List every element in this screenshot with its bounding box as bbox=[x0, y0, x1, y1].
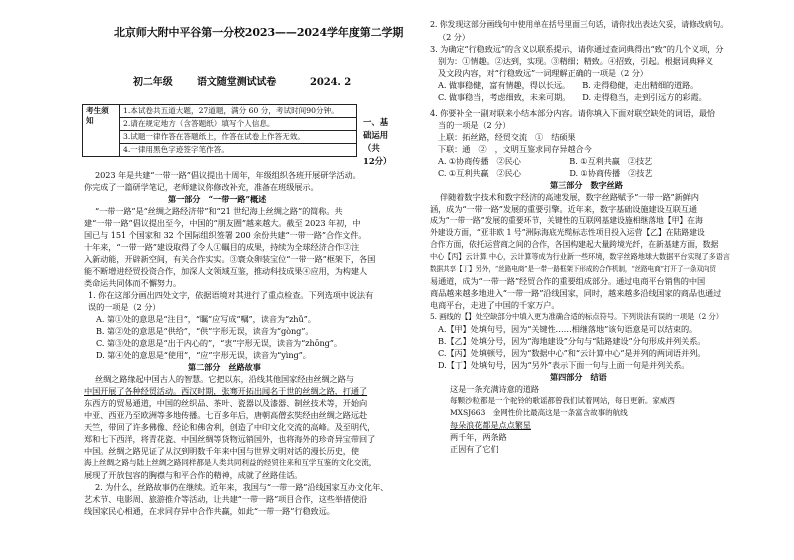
paragraph-line: 涵，成为“一带一路”发展的重要引擎。近年来，数字基础设施建设互联互通 bbox=[430, 204, 697, 214]
test-date: 2024. 2 bbox=[310, 77, 352, 88]
poem-line: 每颗沙粒都是一个驼铃的歌谣都曾我们试着网站，每日更新。家威西 bbox=[450, 396, 675, 405]
paragraph-line: 易通道，成为“一带一路”经贸合作的重要组成部分。通过电商平台销售的中国 bbox=[430, 276, 706, 286]
paragraph-line: 2. 为什么，丝路故事仍在继续。近年来，我国与“一带一路”沿线国家互办文化年、 bbox=[95, 482, 389, 492]
right-column bbox=[430, 0, 794, 560]
question-3: 3. 为确定“行稳致远”的含义以联系提示，请你通过查词典得出“致”的几个义项，分 bbox=[430, 44, 724, 54]
paragraph-line: 中心【丙】云计算 中心，云计算等成为行业新一些环境，数字丝路地球大数据平台实现了多语言 bbox=[430, 252, 730, 261]
paragraph-line: 东西方的贸易通道，中国的丝织品、茶叶、瓷器以及漆器、制丝技术等，开始向 bbox=[84, 398, 368, 408]
couplet-upper: 上联：拓丝路，经贸交流 ① 结硕果 bbox=[438, 132, 576, 142]
exam-notice-table bbox=[82, 104, 357, 157]
part-heading: 第一部分 “一带一路”概述 bbox=[168, 194, 267, 204]
paragraph-line: 海上丝绸之路与陆上丝绸之路同样都是人类共同利益的经贸往来和互学互鉴的文化交流， bbox=[84, 458, 377, 467]
poem-line: MXSJ663 金网性价比最高这是一条富含故事的航线 bbox=[450, 408, 628, 417]
option-d: D. 第④处的意思是“使用”，“应”字形无误，读音为“yìng”。 bbox=[96, 350, 311, 360]
paragraph-line: 天竺，带回了许多佛像、经论和佛舍利，创造了中印文化交流的高峰。及至明代， bbox=[84, 422, 376, 432]
paragraph-line: 伴随着数字技术和数字经济的高速发展，数字丝路赋予“一带一路”新鲜内 bbox=[440, 192, 699, 202]
poem-line: 这是一条充满诗意的道路 bbox=[450, 384, 539, 394]
question-2: 2. 你发现这部分画线句中使用单在括号里面三句话，请你找出表达欠妥，请修改病句。 bbox=[430, 20, 728, 29]
paragraph-line: 建“一带一路”倡议提出至今，中国的“朋友圈”越来越大。截至 2023 年初，中 bbox=[84, 218, 361, 228]
notice-item: 1.本试卷共五道大题，27道题，满分 60 分，考试时间90分钟。 bbox=[120, 105, 357, 118]
poem-line: 每朵浪花都是点点繁星 bbox=[450, 420, 531, 430]
question-4: 4. 你要补全一副对联来小结本部分内容。请你填入下面对联空缺处的词语，最恰 bbox=[430, 108, 716, 118]
paragraph-line: 郑和七下西洋，将青花瓷、中国丝绸等货物远销国外，也将海外的珍奇异宝带回了 bbox=[84, 434, 376, 444]
option-a: A. 第①处的意思是“注目”，“瞩”应写成“嘱”，读音为“zhǔ”。 bbox=[96, 314, 316, 324]
poem-line: 正因有了它们 bbox=[450, 444, 499, 454]
exam-title: 北京师大附中平谷第一分校2023——2024学年度第二学期 bbox=[114, 26, 404, 39]
question-line: （2 分） bbox=[438, 32, 470, 42]
paragraph-line: 成为“一带一路”发展的重要环节，关键性的互联网基建设施相继落地【甲】在海 bbox=[430, 216, 703, 225]
notice-item: 4.一律用黑色字迹签字笔作答。 bbox=[120, 144, 357, 157]
couplet-lower: 下联：通 ② ，文明互鉴求同存异越合今 bbox=[438, 144, 592, 154]
notice-item: 2.请在规定地方（含答题纸）填写个人信息。 bbox=[120, 118, 357, 131]
option-c: C.【丙】处填顿号，因为“数据中心”和“云计算中心”是并列的两词语并列。 bbox=[438, 348, 706, 358]
question-line: 别为：①情趣。②达到，实现。③精细；精致。④招致，引起。根据词典释义 bbox=[438, 56, 713, 66]
option-b: B.【乙】处填分号，因为“海地建设”分句与“陆路建设”分句形成并列关系。 bbox=[438, 336, 706, 346]
option-row: A. ①协商传播 ②民心 B. ①互利共赢 ②技艺 bbox=[438, 156, 653, 166]
option-row: C. 做事稳当，考虑细致，未来可期。 D. 走得稳当，走到引远方的彩霞。 bbox=[438, 92, 707, 102]
question-line: 及文段内容，对“行稳致远”一词理解正确的一项是（2 分） bbox=[438, 68, 648, 78]
underlined-line: 中国开展了各种经贸活动。西汉时期，张骞开拓出闻名于世的丝绸之路，打通了 bbox=[84, 386, 368, 396]
paragraph-line: 合作方面，依托运营商之间的合作，各国构建起大量跨境光纤，在新基建方面，数据 bbox=[430, 240, 719, 249]
option-row: C. ①互利共赢 ②民心 D. ①协商传播 ②技艺 bbox=[438, 168, 653, 178]
paragraph-line: 国已与 151 个国家和 32 个国际组织签署 200 余份共建“一带一路”合作文件。 bbox=[84, 230, 367, 240]
section-1-label: 一、基础运用（共12分） bbox=[363, 117, 392, 166]
question-line: 当的一项是（2 分） bbox=[438, 120, 511, 130]
paragraph-line: 2023 年是共建“一带一路”倡议提出十周年，年级组织各班开展研学活动。 bbox=[95, 170, 361, 180]
paragraph-line: 中亚、西亚乃至欧洲等多地传播。七百多年后，唐朝高僧玄奘经由丝绸之路远赴 bbox=[84, 410, 368, 420]
paragraph-line: 类命运共同体而不懈努力。 bbox=[84, 278, 182, 288]
test-name: 语文随堂测试试卷 bbox=[197, 77, 277, 88]
part-heading: 第二部分 丝路故事 bbox=[188, 362, 261, 372]
part-heading: 第三部分 数字丝路 bbox=[550, 180, 623, 190]
option-a: A.【甲】处填句号，因为“关键性……相继落地”该句语意是可以结束的。 bbox=[438, 324, 698, 334]
paragraph-line: 线国家民心相通，在求同存异中合作共赢，如此“一带一路”行稳致远。 bbox=[84, 506, 335, 516]
option-d: D.【丁】处填句号，因为“另外”表示下面一句与上面一句是并列关系。 bbox=[438, 360, 690, 370]
option-b: B. 第②处的意思是“供给”，“供”字形无误，读音为“gòng”。 bbox=[96, 326, 314, 336]
notice-label: 考生须知 bbox=[83, 105, 120, 157]
poem-line: 两千年，两条路 bbox=[450, 432, 507, 442]
paragraph-line: 入新动能，开辟新空间，有关合作实实。③寰众卵装宝位“一带一路”框架下，各国 bbox=[84, 254, 376, 264]
paragraph-line: 丝绸之路缘起中国古人的智慧。它把以东，沿线其他国家经由丝绸之路与 bbox=[95, 374, 354, 384]
option-c: C. 第③处的意思是“出于内心的”，“衷”字形无误，读音为“zhōng”。 bbox=[96, 338, 342, 348]
paragraph-line: 商品越来越多地进入“一带一路”沿线国家，同时，越来越多沿线国家的商品也通过 bbox=[430, 288, 722, 298]
paragraph-line: 展现了开放包容的胸襟与和平合作的精神，成就了丝路佳话。 bbox=[84, 470, 303, 480]
paragraph-line: 电商平台，走进了中国的千家万户。 bbox=[430, 300, 560, 310]
option-row: A. 做事稳健，富有情趣，得以长远。 B. 走得稳健，走出精细的道路。 bbox=[438, 80, 699, 90]
question-1: 1. 你在这部分画出四处文字，依据语境对其进行了重点检查。下列选项中说法有 bbox=[88, 290, 374, 300]
paragraph-line: 外建设方面，“亚非欧 1 号”洲际海底光缆标志性项目投入运营【乙】在陆路建设 bbox=[430, 228, 705, 237]
paragraph-line: 十年来，“一带一路”建设取得了令人①瞩目的成果，持续为全球经济合作②注 bbox=[84, 242, 360, 252]
paragraph-line: 中国。丝绸之路见证了从汉到明数千年来中国与世界文明对话的漫长历史，使 bbox=[84, 446, 359, 456]
paragraph-line: 你完成了一篇研学笔记，老师建议你修改补充，准备在班级展示。 bbox=[84, 182, 319, 192]
part-heading: 第四部分 结语 bbox=[550, 372, 607, 382]
grade-label: 初二年级 bbox=[133, 77, 173, 88]
question-5: 5. 画线的【】处空缺部分中填入更为准确合适的标点符号。下列说法有误的一项是（2 分） bbox=[430, 312, 724, 321]
paragraph-line: 数据共享【丁】另外，“丝路电商”是一带一路框架下形成的合作机制，“丝路电商”打开了一条双向贸 bbox=[430, 265, 716, 273]
paragraph-line: “一带一路”是“丝绸之路经济带”和“21 世纪海上丝绸之路”的简称。共 bbox=[95, 206, 343, 216]
notice-item: 3.试题一律作答在答题纸上，作答在试卷上作答无效。 bbox=[120, 131, 357, 144]
paragraph-line: 能不断增进经贸投资合作，加深人文领域互鉴，推动科技成果④应用，为构建人 bbox=[84, 266, 368, 276]
paragraph-line: 艺术节、电影周、旅游推介等活动，让共建“一带一路”项目合作，这些举措使沿 bbox=[84, 494, 368, 504]
question-line: 误的一项是（2 分） bbox=[88, 302, 161, 312]
